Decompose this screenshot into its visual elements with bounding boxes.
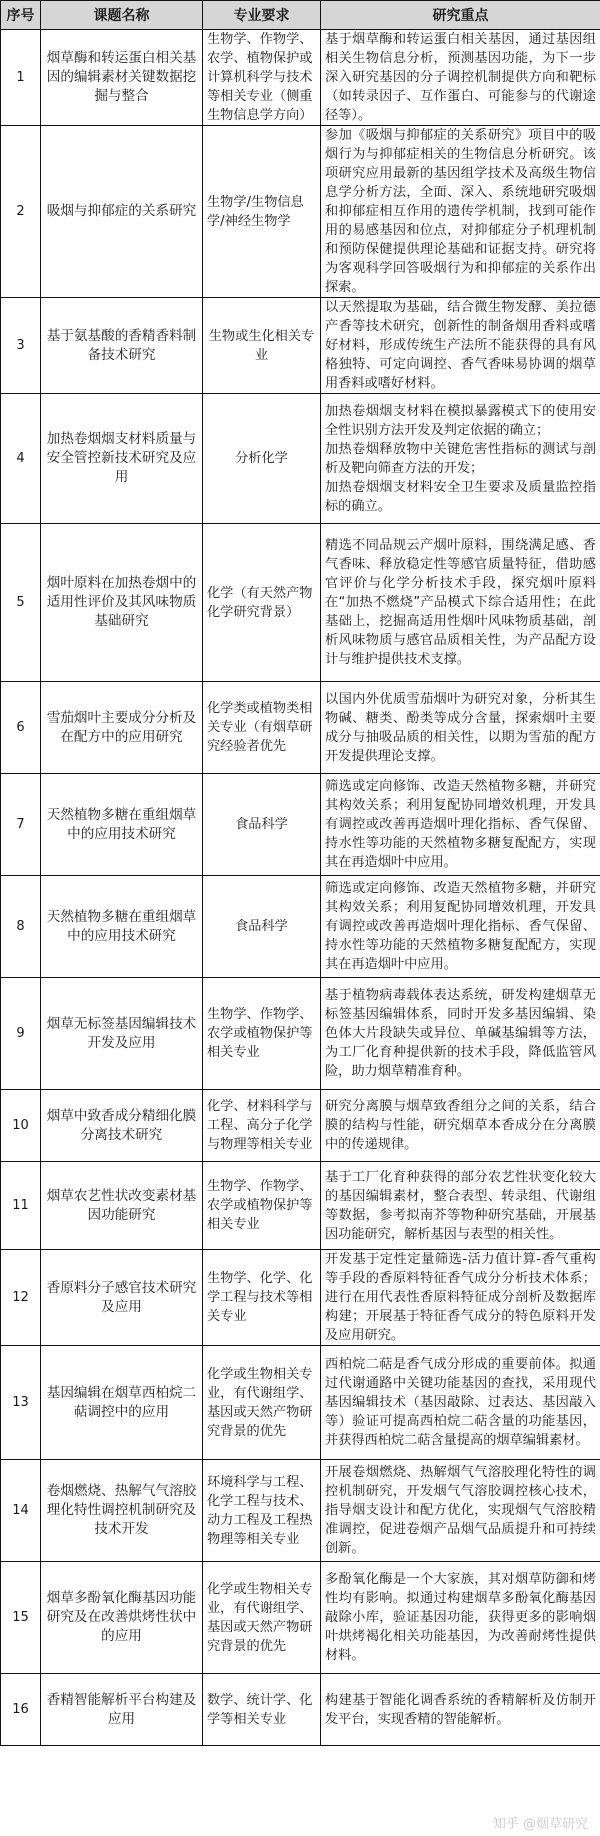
topic-name: 天然植物多糖在重组烟草中的应用技术研究 (41, 774, 203, 876)
research-focus: 加热卷烟烟支材料在模拟暴露模式下的使用安全性识别方法开发及判定依据的确立； 加热卷烟释放物中关键危害性指标的测试与剖析及靶向筛查方法的开发； 加热卷烟烟支材料安全卫生要求及质量监控指标的确立。 (321, 394, 600, 524)
row-no: 10 (1, 1090, 41, 1162)
research-focus: 精选不同品规云产烟叶原料，围绕满足感、香气香味、释放稳定性等感官质量特征，借助感官评价与化学分析技术手段，探究烟叶原料在“加热不燃烧”产品模式下综合适用性；在此基础上，挖掘高适用性烟叶风味物质基础，剖析风味物质与感官品质相关性，为产品配方设计与维护提供技术支撑。 (321, 524, 600, 682)
major-requirement: 生物或生化相关专业 (203, 298, 321, 394)
research-focus: 多酚氧化酶是一个大家族，其对烟草防御和烤性均有影响。拟通过构建烟草多酚氧化酶基因敲除小库，验证基因功能，获得更多的影响烟叶烘烤褐化相关功能基因，为改善耐烤性提供材料。 (321, 1562, 600, 1674)
major-requirement: 化学或生物相关专业，有代谢组学、基因或天然产物研究背景的优先 (203, 1562, 321, 1674)
topic-name: 基因编辑在烟草西柏烷二萜调控中的应用 (41, 1346, 203, 1460)
topic-name: 天然植物多糖在重组烟草中的应用技术研究 (41, 876, 203, 978)
table-row (1, 1250, 600, 1346)
table-row (1, 1674, 600, 1746)
research-focus: 基于烟草酶和转运蛋白相关基因，通过基因组相关生物信息分析，预测基因功能，为下一步深入研究基因的分子调控机制提供方向和靶标（如转录因子、互作蛋白、可能参与的代谢途径等）。 (321, 30, 600, 126)
topic-name: 卷烟燃烧、热解气气溶胶理化特性调控机制研究及技术开发 (41, 1460, 203, 1562)
major-requirement: 分析化学 (203, 394, 321, 524)
watermark: 知乎 @烟草研究 (492, 1817, 588, 1832)
table-row (1, 682, 600, 774)
major-requirement: 食品科学 (203, 774, 321, 876)
table-row (1, 394, 600, 524)
major-requirement: 生物学、作物学、农学或植物保护等相关专业 (203, 1162, 321, 1250)
row-no: 16 (1, 1674, 41, 1746)
header-topic-name: 课题名称 (41, 1, 203, 30)
research-focus: 开发基于定性定量筛选-活力值计算-香气重构等手段的香原料特征香气成分分析技术体系；进行在用代表性香原料特征成分剖析及数据库构建；开展基于特征香气成分的特色原料开发及应用研究。 (321, 1250, 600, 1346)
table-row (1, 1460, 600, 1562)
topic-name: 烟叶原料在加热卷烟中的适用性评价及其风味物质基础研究 (41, 524, 203, 682)
major-requirement: 环境科学与工程、化学工程与技术、动力工程及工程热物理等相关专业 (203, 1460, 321, 1562)
row-no: 8 (1, 876, 41, 978)
row-no: 3 (1, 298, 41, 394)
topic-name: 基于氨基酸的香精香料制备技术研究 (41, 298, 203, 394)
research-focus: 构建基于智能化调香系统的香精解析及仿制开发平台，实现香精的智能解析。 (321, 1674, 600, 1746)
topic-name: 烟草无标签基因编辑技术开发及应用 (41, 978, 203, 1090)
major-requirement: 食品科学 (203, 876, 321, 978)
topic-name: 烟草多酚氧化酶基因功能研究及在改善烘烤性状中的应用 (41, 1562, 203, 1674)
table-row (1, 978, 600, 1090)
major-requirement: 化学、材料科学与工程、高分子化学与物理等相关专业 (203, 1090, 321, 1162)
table-row (1, 30, 600, 126)
topic-name: 香原料分子感官技术研究及应用 (41, 1250, 203, 1346)
major-requirement: 生物学/生物信息学/神经生物学 (203, 126, 321, 298)
major-requirement: 化学类或植物类相关专业（有烟草研究经验者优先 (203, 682, 321, 774)
table-row (1, 1346, 600, 1460)
header-research-focus: 研究重点 (321, 1, 600, 30)
research-focus: 参加《吸烟与抑郁症的关系研究》项目中的吸烟行为与抑郁症相关的生物信息分析研究。该项研究应用最新的基因组学技术及高级生物信息学分析方法，全面、深入、系统地研究吸烟和抑郁症相互作用的遗传学机制，找到可能作用的易感基因和位点，对抑郁症分子机理机制和预防保健提供理论基础和证据支持。研究将为客观科学回答吸烟行为和抑郁症的关系作出探索。 (321, 126, 600, 298)
topic-name: 香精智能解析平台构建及应用 (41, 1674, 203, 1746)
row-no: 9 (1, 978, 41, 1090)
header-row (1, 1, 600, 30)
row-no: 2 (1, 126, 41, 298)
table-row (1, 126, 600, 298)
row-no: 12 (1, 1250, 41, 1346)
row-no: 1 (1, 30, 41, 126)
research-focus: 筛选或定向修饰、改造天然植物多糖，并研究其构效关系；利用复配协同增效机理，开发具有调控或改善再造烟叶理化指标、香气保留、持水性等功能的天然植物多糖复配配方，实现其在再造烟叶中应用。 (321, 876, 600, 978)
major-requirement: 数学、统计学、化学等相关专业 (203, 1674, 321, 1746)
research-focus: 以天然提取为基础，结合微生物发酵、美拉德产香等技术研究，创新性的制备烟用香料或嗜好材料，形成传统生产法所不能获得的具有风格独特、可定向调控、香气香味易协调的烟草用香料或嗜好材料。 (321, 298, 600, 394)
topic-name: 烟草农艺性状改变素材基因功能研究 (41, 1162, 203, 1250)
topic-name: 雪茄烟叶主要成分分析及在配方中的应用研究 (41, 682, 203, 774)
row-no: 13 (1, 1346, 41, 1460)
table-row (1, 774, 600, 876)
major-requirement: 化学或生物相关专业，有代谢组学、基因或天然产物研究背景的优先 (203, 1346, 321, 1460)
row-no: 5 (1, 524, 41, 682)
row-no: 4 (1, 394, 41, 524)
table-row (1, 1562, 600, 1674)
research-focus: 基于工厂化育种获得的部分农艺性状变化较大的基因编辑素材，整合表型、转录组、代谢组等数据，参考拟南芥等物种研究基础，开展基因功能研究，解析基因与表型的相关性。 (321, 1162, 600, 1250)
table-row (1, 298, 600, 394)
topic-name: 吸烟与抑郁症的关系研究 (41, 126, 203, 298)
row-no: 6 (1, 682, 41, 774)
research-focus: 以国内外优质雪茄烟叶为研究对象，分析其生物碱、糖类、酚类等成分含量，探索烟叶主要成分与抽吸品质的相关性，以期为雪茄的配方开发提供理论支撑。 (321, 682, 600, 774)
research-focus: 研究分离膜与烟草致香组分之间的关系，结合膜的结构与性能，研究烟草本香成分在分离膜中的传递规律。 (321, 1090, 600, 1162)
row-no: 11 (1, 1162, 41, 1250)
row-no: 7 (1, 774, 41, 876)
header-no: 序号 (1, 1, 41, 30)
topic-name: 烟草酶和转运蛋白相关基因的编辑素材关键数据挖掘与整合 (41, 30, 203, 126)
table-row (1, 1090, 600, 1162)
major-requirement: 生物学、作物学、农学、植物保护或计算机科学与技术等相关专业（侧重生物信息学方向） (203, 30, 321, 126)
research-focus: 开展卷烟燃烧、热解烟气气溶胶理化特性的调控机制研究，开发烟气气溶胶调控核心技术，指导烟支设计和配方优化，实现烟气气溶胶精准调控，促进卷烟产品烟气品质提升和可持续创新。 (321, 1460, 600, 1562)
topic-name: 烟草中致香成分精细化膜分离技术研究 (41, 1090, 203, 1162)
research-focus: 筛选或定向修饰、改造天然植物多糖，并研究其构效关系；利用复配协同增效机理，开发具有调控或改善再造烟叶理化指标、香气保留、持水性等功能的天然植物多糖复配配方，实现其在再造烟叶中应用。 (321, 774, 600, 876)
major-requirement: 生物学、作物学、农学或植物保护等相关专业 (203, 978, 321, 1090)
topic-name: 加热卷烟烟支材料质量与安全管控新技术研究及应用 (41, 394, 203, 524)
table-row (1, 876, 600, 978)
table-row (1, 524, 600, 682)
research-focus: 基于植物病毒载体表达系统，研发构建烟草无标签基因编辑体系，同时开发多基因编辑、染色体大片段缺失或异位、单碱基编辑等方法，为工厂化育种提供新的技术手段，降低监管风险，助力烟草精准育种。 (321, 978, 600, 1090)
row-no: 15 (1, 1562, 41, 1674)
major-requirement: 化学（有天然产物化学研究背景） (203, 524, 321, 682)
table-row (1, 1162, 600, 1250)
major-requirement: 生物学、化学、化学工程与技术等相关专业 (203, 1250, 321, 1346)
row-no: 14 (1, 1460, 41, 1562)
research-focus: 西柏烷二萜是香气成分形成的重要前体。拟通过代谢通路中关键功能基因的查找，采用现代基因编辑技术（基因敲除、过表达、基因敲入等）验证可提高西柏烷二萜含量的功能基因，并获得西柏烷二萜含量提高的烟草编辑素材。 (321, 1346, 600, 1460)
header-major-requirement: 专业要求 (203, 1, 321, 30)
